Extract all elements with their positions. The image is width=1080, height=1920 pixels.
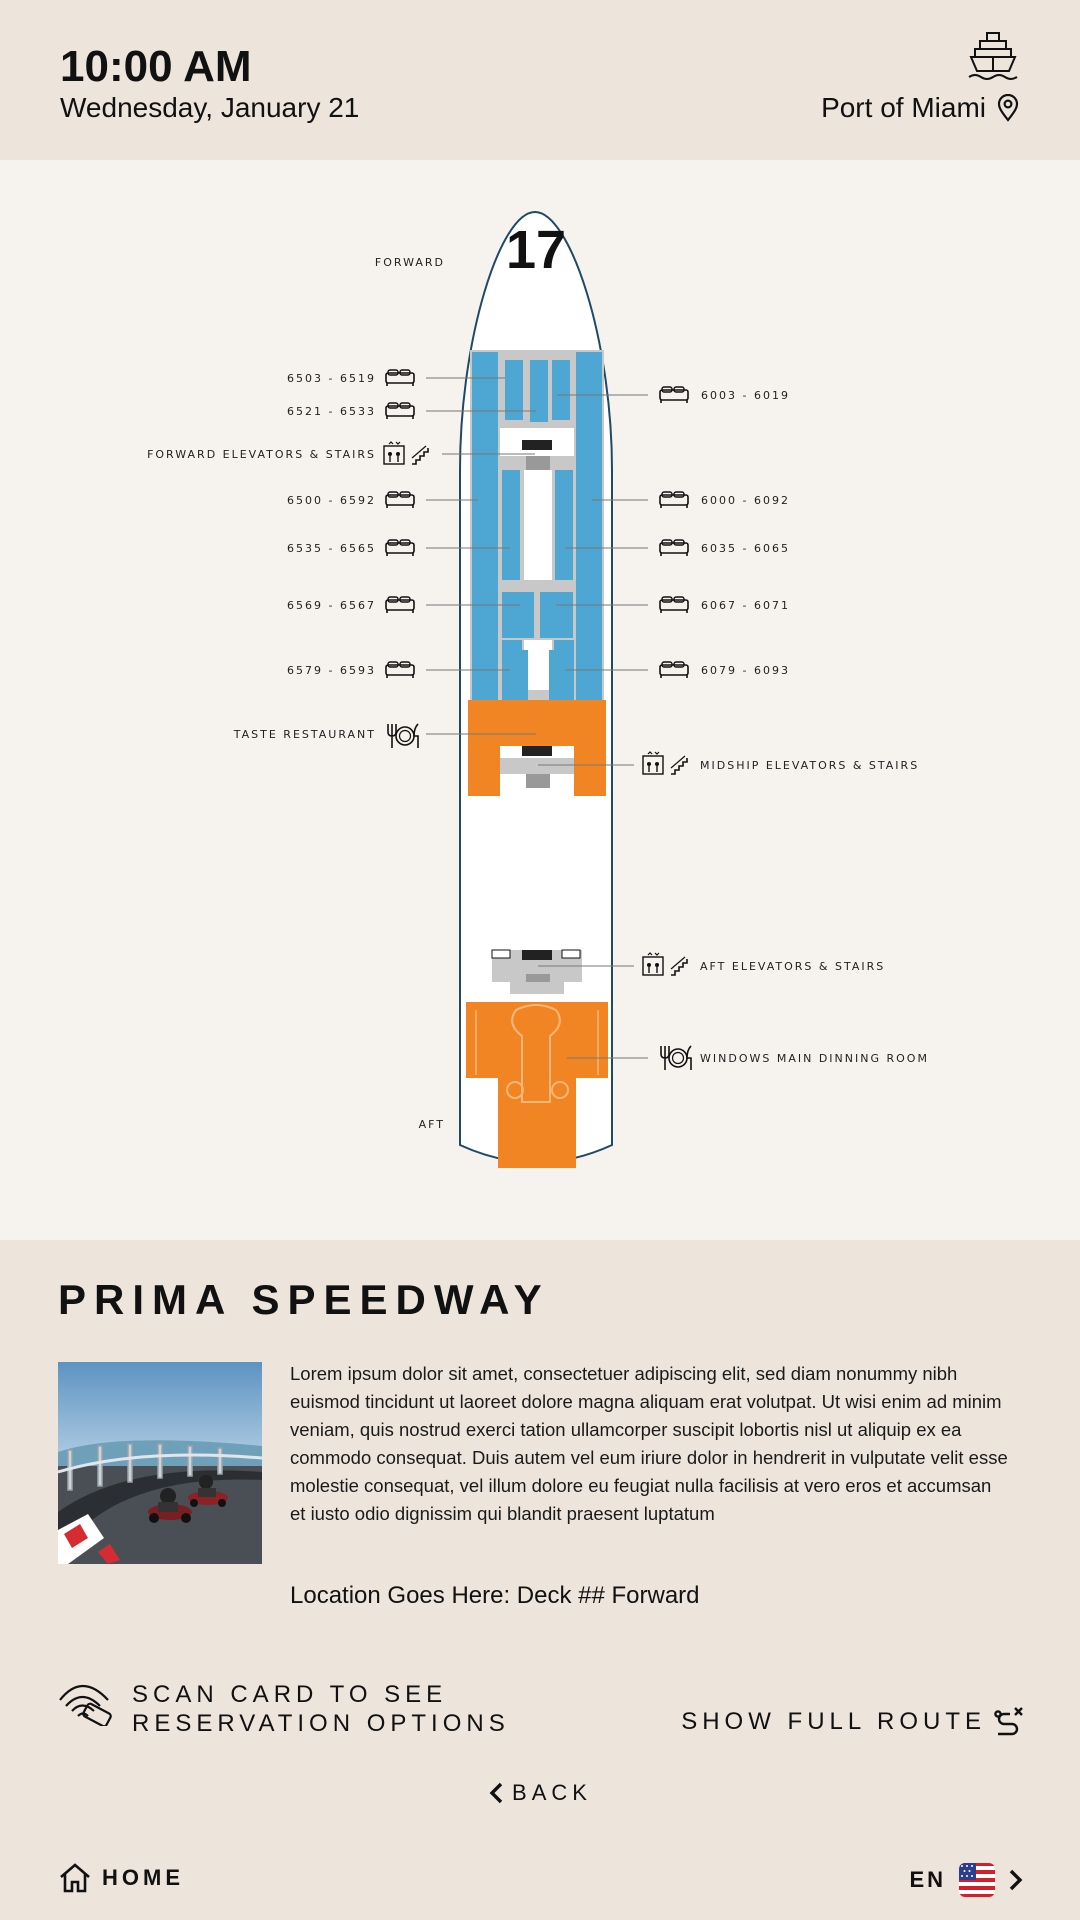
back-label: BACK — [512, 1780, 592, 1805]
language-label: EN — [909, 1867, 946, 1892]
svg-text:6067 - 6071: 6067 - 6071 — [701, 599, 790, 612]
elevator-stairs-icon — [643, 752, 687, 774]
chevron-right-icon — [1008, 1869, 1024, 1891]
us-flag-icon — [958, 1862, 996, 1898]
forward-cabin-zone — [470, 350, 604, 710]
home-button[interactable] — [58, 1862, 184, 1894]
svg-text:MIDSHIP ELEVATORS & STAIRS: MIDSHIP ELEVATORS & STAIRS — [700, 759, 920, 772]
svg-text:6000 - 6092: 6000 - 6092 — [701, 494, 790, 507]
scan-card-icon — [58, 1680, 114, 1726]
bed-icon — [386, 597, 414, 613]
venue-title: PRIMA SPEEDWAY — [58, 1276, 550, 1323]
svg-text:6079 - 6093: 6079 - 6093 — [701, 664, 790, 677]
bed-icon — [386, 403, 414, 419]
venue-description: Lorem ipsum dolor sit amet, consectetuer adipiscing elit, sed diam nonummy nibh euismod tincidunt ut laoreet dolore magna aliquam erat volutpat. Ut wisi enim ad minim veniam, quis nostrud exerci tation ullamcorper suscipit lobortis nisl ut aliquip ex ea commodo consequat. Duis autem vel eum iriure dolor in hendrerit in vulputate velit esse molestie consequat, vel illum dolore eu feugiat nulla facilisis at vero eros et accumsan et iusto odio dignissim qui blandit praesent luptatum — [290, 1363, 1008, 1524]
port-location — [821, 92, 1020, 124]
svg-text:FORWARD ELEVATORS & STAIRS: FORWARD ELEVATORS & STAIRS — [147, 448, 376, 461]
current-time: 10:00 AM — [60, 42, 252, 91]
svg-text:6500 - 6592: 6500 - 6592 — [287, 494, 376, 507]
svg-text:6503 - 6519: 6503 - 6519 — [287, 372, 376, 385]
svg-text:6003 - 6019: 6003 - 6019 — [701, 389, 790, 402]
svg-text:6035 - 6065: 6035 - 6065 — [701, 542, 790, 555]
bed-icon — [660, 662, 688, 678]
ship-icon — [966, 30, 1020, 84]
scan-line-1: SCAN CARD TO SEE — [132, 1681, 448, 1708]
bed-icon — [660, 597, 688, 613]
label-right-7 — [567, 1046, 929, 1070]
svg-text:6535 - 6565: 6535 - 6565 — [287, 542, 376, 555]
svg-text:TASTE RESTAURANT: TASTE RESTAURANT — [233, 728, 376, 741]
go-kart-photo — [58, 1362, 262, 1564]
bed-icon — [386, 370, 414, 386]
venue-photo — [58, 1362, 262, 1564]
location-pin-icon — [996, 94, 1020, 122]
route-icon — [994, 1706, 1024, 1738]
svg-text:AFT ELEVATORS & STAIRS: AFT ELEVATORS & STAIRS — [700, 960, 886, 973]
language-selector[interactable] — [909, 1862, 1024, 1898]
bed-icon — [660, 492, 688, 508]
elevator-stairs-icon — [643, 953, 687, 975]
label-left-3 — [287, 492, 478, 508]
deck-plan-svg — [0, 160, 1080, 1240]
bed-icon — [386, 540, 414, 556]
chevron-left-icon — [488, 1782, 504, 1804]
svg-text:6521 - 6533: 6521 - 6533 — [287, 405, 376, 418]
port-name: Port of Miami — [821, 92, 986, 123]
taste-restaurant-zone — [468, 700, 606, 796]
scan-line-2: RESERVATION OPTIONS — [132, 1710, 510, 1737]
back-button[interactable] — [0, 1780, 1080, 1806]
bed-icon — [386, 492, 414, 508]
deck-number: 17 — [505, 220, 567, 280]
elevator-stairs-icon — [384, 442, 428, 464]
current-date: Wednesday, January 21 — [60, 92, 360, 123]
show-full-route-button[interactable] — [681, 1706, 1024, 1738]
bed-icon — [386, 662, 414, 678]
venue-info-panel — [0, 1240, 1080, 1920]
label-right-1 — [592, 492, 790, 508]
home-icon — [58, 1862, 92, 1894]
svg-text:6569 - 6567: 6569 - 6567 — [287, 599, 376, 612]
deck-map[interactable] — [0, 160, 1080, 1240]
forward-label: FORWARD — [374, 256, 445, 269]
svg-text:6579 - 6593: 6579 - 6593 — [287, 664, 376, 677]
aft-label: AFT — [418, 1118, 445, 1131]
scan-card-prompt[interactable] — [58, 1680, 510, 1738]
bed-icon — [660, 387, 688, 403]
header — [0, 0, 1080, 160]
dining-icon — [388, 724, 418, 748]
dining-icon — [661, 1046, 691, 1070]
bed-icon — [660, 540, 688, 556]
venue-location: Location Goes Here: Deck ## Forward — [290, 1582, 700, 1609]
scan-card-text — [132, 1680, 510, 1738]
svg-text:WINDOWS MAIN DINNING ROOM: WINDOWS MAIN DINNING ROOM — [700, 1052, 929, 1065]
home-label: HOME — [102, 1865, 184, 1890]
show-full-route-label: SHOW FULL ROUTE — [681, 1708, 986, 1735]
